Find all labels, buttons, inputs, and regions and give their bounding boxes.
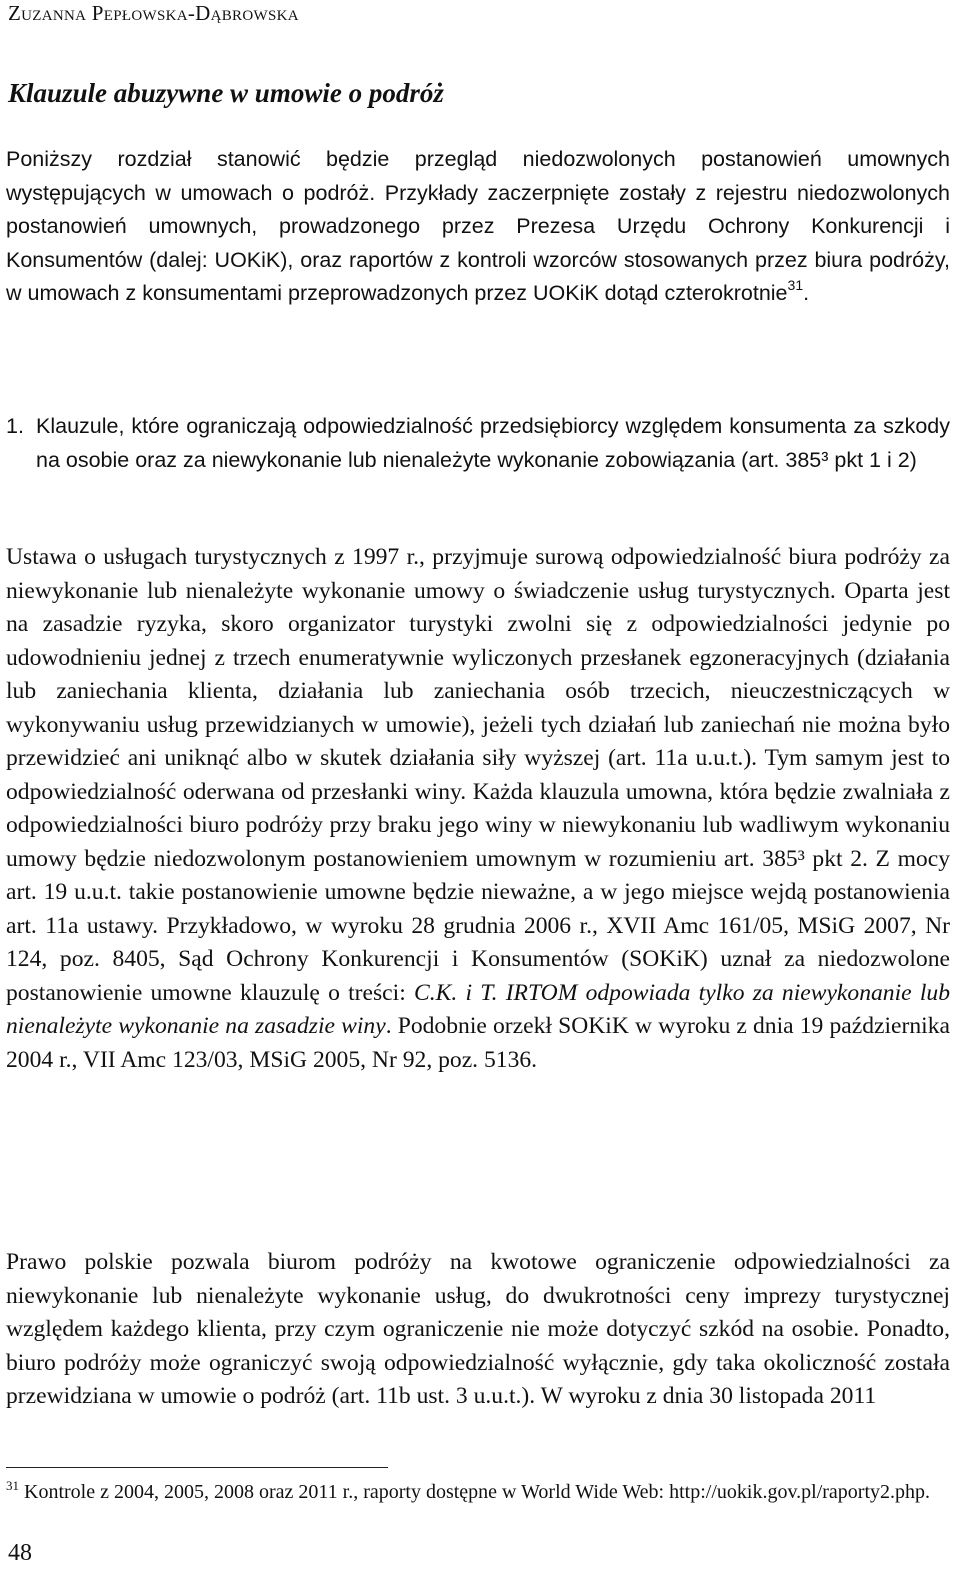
list-item-number: 1. <box>6 414 24 438</box>
closing-paragraph: Prawo polskie pozwala biurom podróży na kwotowe ograniczenie odpowiedzialności za niewykonanie lub nienależyte wykonanie usług, do dwukrotności ceny imprezy turystycznej względem każdego klienta, przy czym ograniczenie nie może dotyczyć szkód na osobie. Ponadto, biuro podróży może ograniczyć swoją odpowiedzialność wyłącznie, gdy taka okoliczność została przewidziana w umowie o podróż (art. 11b ust. 3 u.u.t.). W wyroku z dnia 30 listopada 2011 <box>6 1249 950 1409</box>
footnote-reference[interactable]: 31 <box>787 277 804 293</box>
intro-end: . <box>803 281 810 305</box>
running-head <box>8 0 299 26</box>
main-text-part-2: . Podobnie orzekł SOKiK w wyroku z dnia 19 października 2004 r., VII Amc 123/03, MSiG 2005, Nr 92, poz. 5136. <box>6 1013 951 1073</box>
footnote-text: Kontrole z 2004, 2005, 2008 oraz 2011 r., raporty dostępne w World Wide Web: http://uokik.gov.pl/raporty2.php. <box>24 1481 931 1503</box>
intro-text: Poniższy rozdział stanowić będzie przegląd niedozwolonych postanowień umownych występujących w umowach o podróż. Przykłady zaczerpnięte zostały z rejestru niedozwolonych postanowień umownych, prowadzonego przez Prezesa Urzędu Ochrony Konkurencji i Konsumentów (dalej: UOKiK), oraz raportów z kontroli wzorców stosowanych przez biura podróży, w umowach z konsumentami przeprowadzonych przez UOKiK dotąd czterokrotnie <box>6 147 950 305</box>
running-head-text: Zuzanna Pepłowska-Dąbrowska <box>8 1 299 25</box>
numbered-list <box>6 410 950 477</box>
page-number: 48 <box>8 1540 32 1566</box>
footnote-number: 31 <box>6 1478 19 1493</box>
quoted-clause: C.K. i T. IRTOM odpowiada tylko za niewykonanie lub nienależyte wykonanie na zasadzie winy <box>6 979 950 1039</box>
main-text-part-1: Ustawa o usługach turystycznych z 1997 r., przyjmuje surową odpowiedzialność biura podróży za niewykonanie lub nienależyte wykonanie umowy o świadczenie usług turystycznych. Oparta jest na zasadzie ryzyka, skoro organizator turystyki zwolni się z odpowiedzialności jedynie po udowodnieniu jednej z trzech enumeratywnie wyliczonych przesłanek egzoneracyjnych (działania lub zaniechania klienta, działania lub zaniechania osób trzecich, nieuczestniczących w wykonywaniu usług przewidzianych w umowie), jeżeli tych działań lub zaniechań nie można było przewidzieć ani uniknąć albo w skutek działania siły wyższej (art. 11a u.u.t.). Tym samym jest to odpowiedzialność oderwana od przesłanki winy. Każda klauzula umowna, która będzie zwalniała z odpowiedzialności biuro podróży przy braku jego winy w niewykonaniu lub wadliwym wykonaniu umowy będzie niedozwolonym postanowieniem umownym w rozumieniu art. 385³ pkt 2. Z mocy art. 19 u.u.t. takie postanowienie umowne będzie nieważne, a w jego miejsce wejdą postanowienia art. 11a ustawy. Przykładowo, w wyroku 28 grudnia 2006 r., XVII Amc 161/05, MSiG 2007, Nr 124, poz. 8405, Sąd Ochrony Konkurencji i Konsumentów (SOKiK) uznał za niedozwolone postanowienie umowne klauzulę o treści: <box>6 544 950 1006</box>
section-title: Klauzule abuzywne w umowie o podróż <box>8 78 444 108</box>
intro-paragraph <box>6 143 950 311</box>
main-paragraph <box>6 541 950 1077</box>
footnote-divider <box>6 1467 388 1468</box>
list-item <box>6 410 950 477</box>
list-item-text: Klauzule, które ograniczają odpowiedzialność przedsiębiorcy względem konsumenta za szkody na osobie oraz za niewykonanie lub nienależyte wykonanie zobowiązania (art. 385³ pkt 1 i 2) <box>36 414 950 472</box>
footnote <box>6 1478 950 1507</box>
